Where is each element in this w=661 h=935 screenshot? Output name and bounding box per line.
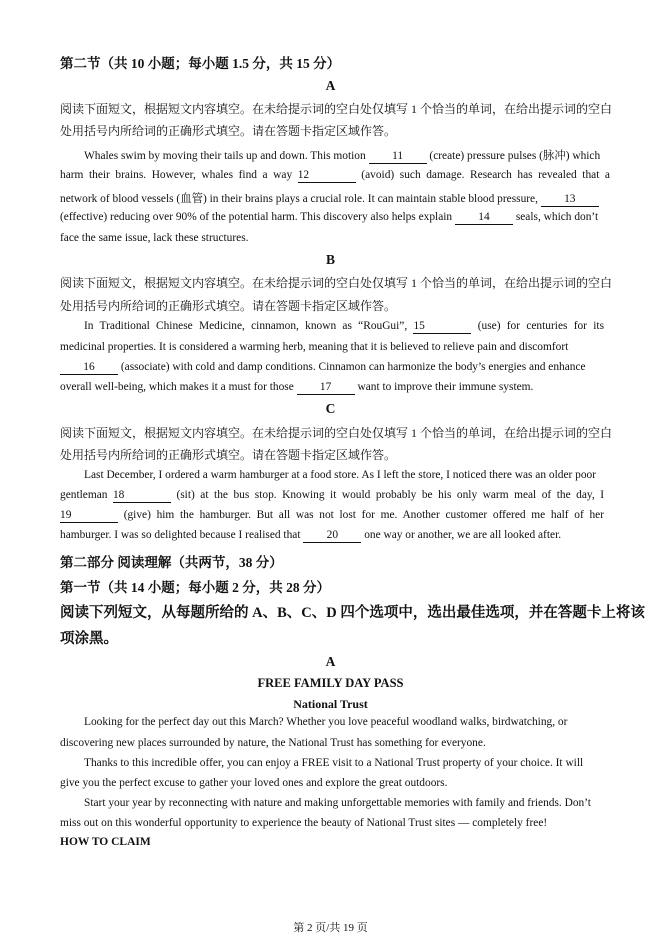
text: network of blood vessels (血管) in their brains plays a crucial role. It can maintain stable blood pressure, <box>60 193 541 205</box>
passage-line <box>60 381 533 395</box>
reading-line: discovering new places surrounded by nature, the National Trust has something for everyone. <box>60 737 486 749</box>
passage-line <box>84 147 600 164</box>
reading-line: Thanks to this incredible offer, you can enjoy a FREE visit to a National Trust property of your choice. It will <box>84 757 584 769</box>
reading-instruction: 阅读下列短文，从每题所给的 A、B、C、D 四个选项中，选出最佳选项，并在答题卡上将该 <box>60 605 645 621</box>
text: harm their brains. However, whales find a way <box>60 169 298 181</box>
text: (effective) reducing over 90% of the potential harm. This discovery also helps explain <box>60 211 455 223</box>
instruction-line: 处用括号内所给词的正确形式填空。请在答题卡指定区域作答。 <box>60 448 397 462</box>
blank-14[interactable]: 14 <box>455 211 513 225</box>
text: want to improve their immune system. <box>354 381 534 393</box>
passage-line <box>60 509 604 523</box>
passage-line <box>60 169 610 183</box>
passage-line: Last December, I ordered a warm hamburger at a food store. As I left the store, I noticed there was an older poor <box>84 469 597 481</box>
blank-12[interactable]: 12 <box>298 169 356 183</box>
instruction-line: 阅读下面短文，根据短文内容填空。在未给提示词的空白处仅填写 1 个恰当的单词，在给出提示词的空白 <box>60 426 613 440</box>
text: seals, which don’t <box>512 211 599 223</box>
reading-line: miss out on this wonderful opportunity to experience the beauty of National Trust sites — completely free! <box>60 817 548 829</box>
text: one way or another, we are all looked after. <box>361 529 562 541</box>
text: Whales swim by moving their tails up and down. This motion <box>84 150 369 162</box>
passage-label-b: B <box>325 252 335 267</box>
passage-line: medicinal properties. It is considered a warming herb, meaning that it is believed to relieve pain and discomfort <box>60 341 569 353</box>
reading-subtitle: National Trust <box>293 697 368 711</box>
passage-line <box>60 529 561 543</box>
reading-instruction: 项涂黑。 <box>60 631 118 647</box>
instruction-line: 阅读下面短文，根据短文内容填空。在未给提示词的空白处仅填写 1 个恰当的单词，在给出提示词的空白 <box>60 276 613 290</box>
passage-line <box>60 489 604 503</box>
instruction-line: 处用括号内所给词的正确形式填空。请在答题卡指定区域作答。 <box>60 124 397 138</box>
how-to-claim-heading: HOW TO CLAIM <box>60 836 151 848</box>
text: gentleman <box>60 489 113 501</box>
reading-line: Looking for the perfect day out this March? Whether you love peaceful woodland walks, birdwatching, or <box>84 716 568 728</box>
blank-18[interactable]: 18 <box>113 489 171 503</box>
passage-line <box>84 320 604 334</box>
text: hamburger. I was so delighted because I realised that <box>60 529 304 541</box>
blank-11[interactable]: 11 <box>369 150 427 164</box>
text: (give) him the hamburger. But all was not lost for me. Another customer offered me half of her <box>118 509 604 521</box>
page-number: 第 2 页/共 19 页 <box>293 922 368 934</box>
text: (associate) with cold and damp conditions. Cinnamon can harmonize the body’s energies and enhance <box>118 361 586 373</box>
text: In Traditional Chinese Medicine, cinnamon, known as “RouGui”, <box>84 320 414 332</box>
instruction-line: 处用括号内所给词的正确形式填空。请在答题卡指定区域作答。 <box>60 299 397 313</box>
text: overall well-being, which makes it a must for those <box>60 381 297 393</box>
section-heading: 第二节（共 10 小题；每小题 1.5 分，共 15 分） <box>60 56 341 71</box>
passage-line <box>60 190 599 207</box>
blank-17[interactable]: 17 <box>297 381 355 395</box>
reading-line: give you the perfect excuse to gather your loved ones and explore the great outdoors. <box>60 777 448 789</box>
part-heading: 第二部分 阅读理解（共两节，38 分） <box>60 555 283 570</box>
blank-16[interactable]: 16 <box>60 361 118 375</box>
blank-20[interactable]: 20 <box>303 529 361 543</box>
passage-line: face the same issue, lack these structures. <box>60 232 249 244</box>
blank-15[interactable]: 15 <box>413 320 471 334</box>
passage-line <box>60 211 598 225</box>
text: (use) for centuries for its <box>471 320 605 332</box>
reading-label-a: A <box>325 654 336 669</box>
instruction-line: 阅读下面短文，根据短文内容填空。在未给提示词的空白处仅填写 1 个恰当的单词，在给出提示词的空白 <box>60 102 613 116</box>
blank-13[interactable]: 13 <box>541 193 599 207</box>
text: (create) pressure pulses (脉冲) which <box>426 150 601 162</box>
passage-label-a: A <box>325 78 336 93</box>
passage-line <box>60 361 586 375</box>
blank-19[interactable]: 19 <box>60 509 118 523</box>
passage-label-c: C <box>325 401 336 416</box>
reading-line: Start your year by reconnecting with nature and making unforgettable memories with family and friends. Don’t <box>84 797 591 809</box>
text: (sit) at the bus stop. Knowing it would probably be his only warm meal of the day, I <box>170 489 604 501</box>
text: (avoid) such damage. Research has revealed that a <box>355 169 610 181</box>
section-heading: 第一节（共 14 小题；每小题 2 分，共 28 分） <box>60 580 330 595</box>
reading-title: FREE FAMILY DAY PASS <box>257 676 404 690</box>
